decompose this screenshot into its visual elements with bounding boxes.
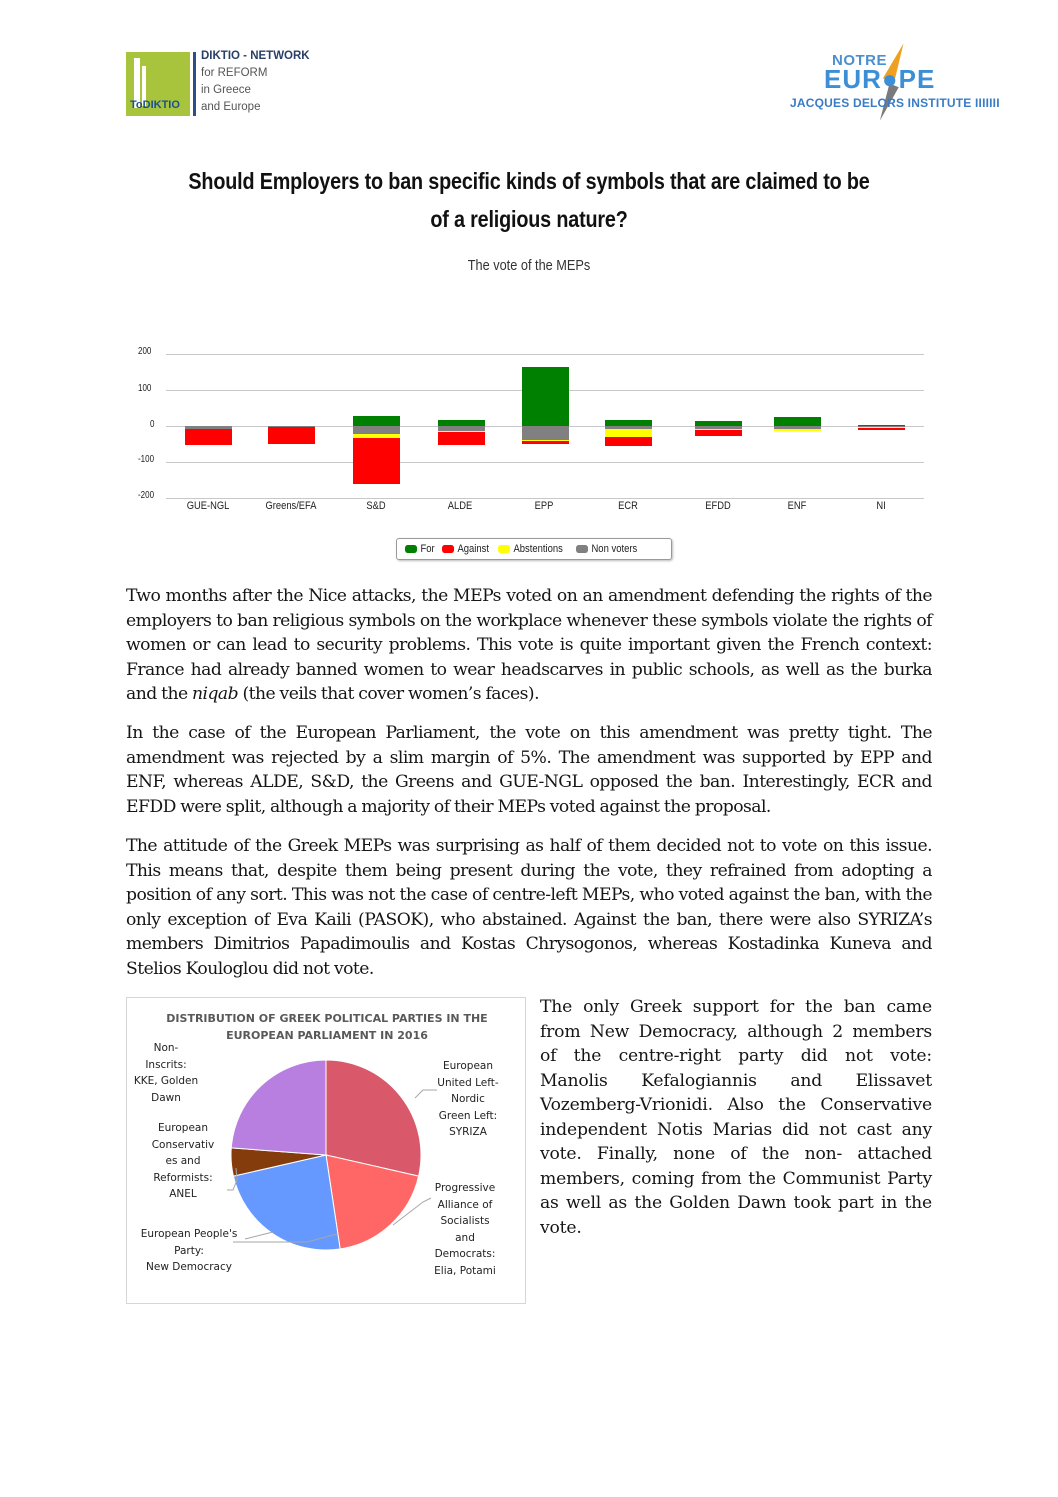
pie-label-epp: European People's Party: New Democracy (140, 1228, 238, 1273)
paragraph-3: The attitude of the Greek MEPs was surprising as half of them decided not to vote on this issue. This means that, despite them being present during the vote, they refrained from adopting a position of any sort. This was not the case of centre-left MEPs, who voted against the ban, with the only exception of Eva Kaili (PASOK), who abstained. Against the ban, there were also SYRIZA’s members Dimitrios Papadimoulis and Kostas Chrysogonos, whereas Kostadinka Kuneva and Stelios Kouloglou did not vote. (126, 836, 932, 979)
notre-europe-logo (790, 36, 1000, 122)
bar-non-voters (353, 426, 400, 434)
legend-swatch (576, 545, 588, 553)
paragraph-1: Two months after the Nice attacks, the MEPs voted on an amendment defending the rights of the employers to ban religious symbols on the workplace whenever these symbols violate the rights of women or can lead to security problems. This vote is quite important given the French context: France had already banned women to wear headscarves in public schools, as well as the burka and the niqab (the veils that cover women’s faces). (126, 586, 932, 704)
diktio-logo-text (201, 48, 310, 120)
gridline (166, 354, 924, 355)
pie-label-syriza: European United Left- Nordic Green Left: SYRIZA (437, 1060, 499, 1138)
pie-title: DISTRIBUTION OF GREEK POLITICAL PARTIES IN THE EUROPEAN PARLIAMENT IN 2016 (166, 1012, 488, 1042)
chart-legend (396, 538, 672, 560)
logo-jacques-delors: JACQUES DELORS INSTITUTE IIIIIII (790, 96, 1000, 110)
y-tick: 0 (150, 419, 155, 430)
x-label: ENF (787, 500, 807, 512)
y-tick: 100 (138, 383, 152, 394)
bar-against (522, 441, 569, 444)
bar-against (353, 438, 400, 484)
pie-label-ni: Non- Inscrits: KKE, Golden Dawn (133, 1042, 199, 1104)
gridline (166, 462, 924, 463)
bar-against (185, 429, 232, 445)
paragraph-2: In the case of the European Parliament, the vote on this amendment was pretty tight. The amendment was rejected by a slim margin of 5%. The amendment was supported by EPP and ENF, whereas ALDE, S&D, the Greens and GUE-NGL opposed the ban. Interestingly, ECR and EFDD were split, although a majority of their MEPs voted against the proposal. (126, 723, 932, 817)
legend-item-for: For (405, 543, 435, 555)
logo-notre: NOTRE (832, 52, 887, 69)
logo-divider (193, 52, 196, 116)
logo-line: for REFORM (201, 67, 268, 79)
pie-label-sd: Progressive Alliance of Socialists and Democrats: Elia, Potami (434, 1182, 496, 1277)
bar-for (353, 416, 400, 426)
x-label: GUE-NGL (186, 500, 230, 512)
x-label: EFDD (705, 500, 731, 512)
y-tick: -100 (138, 454, 155, 465)
y-tick: -200 (138, 490, 155, 501)
x-label: Greens/EFA (265, 500, 317, 512)
legend-item-non-voters: Non voters (576, 543, 637, 555)
bar-abstentions (605, 429, 652, 437)
pie-slice (231, 1060, 326, 1155)
diktio-brand: ToDIKTIO (130, 99, 180, 111)
legend-item-abstentions: Abstentions (498, 543, 563, 555)
bar-against (605, 437, 652, 446)
x-label: S&D (366, 500, 386, 512)
page-title: Should Employers to ban specific kinds of symbols that are claimed to be of a religious nature? (188, 168, 870, 232)
y-tick: 200 (138, 346, 152, 357)
greek-parties-pie-chart (126, 997, 526, 1304)
legend-swatch (442, 545, 454, 553)
bar-non-voters (522, 426, 569, 440)
bar-against (858, 428, 905, 429)
x-label: ALDE (447, 500, 473, 512)
x-label: EPP (534, 500, 554, 512)
logo-line: in Greece (201, 84, 251, 96)
bar-for (774, 417, 821, 426)
legend-swatch (498, 545, 510, 553)
chart-title: The vote of the MEPs (467, 257, 591, 274)
paragraph-4: The only Greek support for the ban came from New Democracy, although 2 members of the centre-right party did not vote: Manolis Kefalogiannis and Elissavet Vozemberg-Vrionidi. Also the Conservative independent Notis Marias did not cast any vote. Finally, none of the non- attached members, coming from the Communist Party as well as the Golden Dawn took part in the vote. (540, 997, 932, 1238)
legend-swatch (405, 545, 417, 553)
diktio-logo-mark (126, 52, 190, 116)
logo-line: and Europe (201, 101, 261, 113)
diktio-logo (126, 48, 314, 120)
bar-against (438, 432, 485, 445)
x-label: ECR (618, 500, 638, 512)
vote-bar-chart (126, 282, 932, 567)
italic-term: niqab (192, 684, 239, 704)
bar-abstentions (774, 429, 821, 431)
pie-label-ecr: European Conservativ es and Reformists: ANEL (151, 1122, 215, 1200)
bar-against (268, 427, 315, 444)
x-label: NI (876, 500, 886, 512)
legend-item-against: Against (442, 543, 489, 555)
x-axis (166, 498, 924, 499)
logo-europe: EUR●PE (824, 64, 936, 94)
bar-against (695, 430, 742, 436)
bar-for (522, 367, 569, 426)
logo-line: DIKTIO - NETWORK (201, 50, 310, 62)
